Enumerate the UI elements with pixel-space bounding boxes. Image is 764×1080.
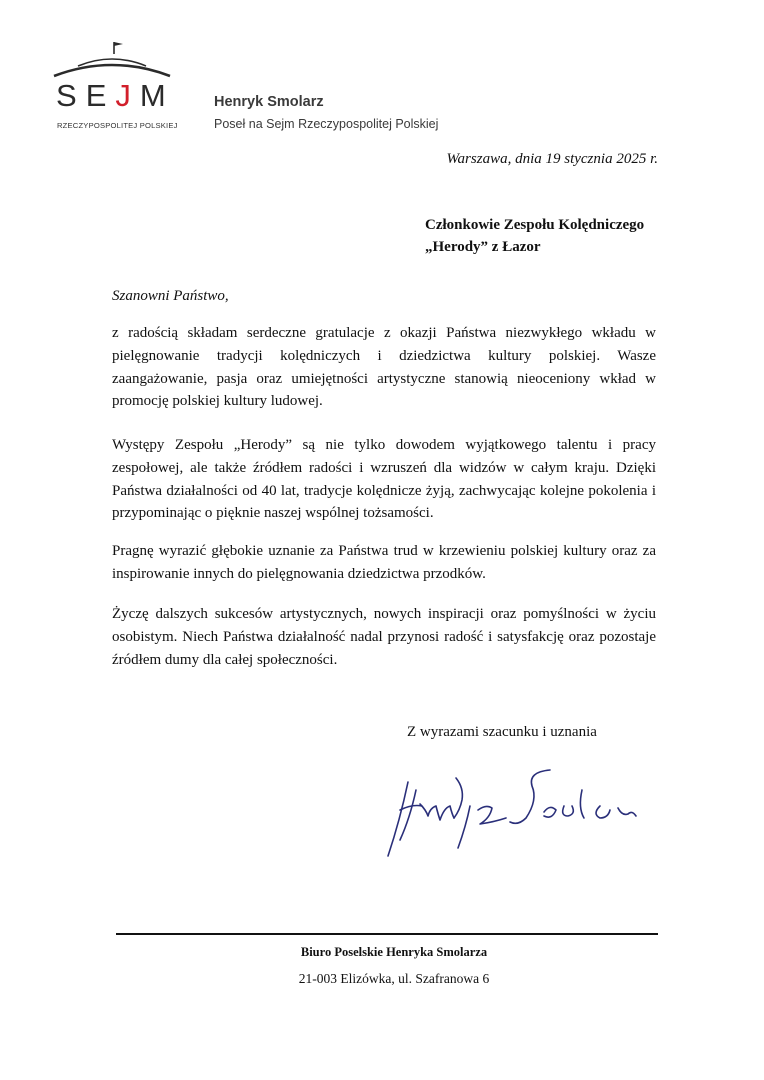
sejm-wordmark: SEJM bbox=[56, 78, 175, 113]
mp-name: Henryk Smolarz bbox=[214, 94, 324, 110]
footer-divider bbox=[116, 933, 658, 935]
office-address: 21-003 Elizówka, ul. Szafranowa 6 bbox=[298, 971, 490, 986]
paragraph-3: Pragnę wyrazić głębokie uznanie za Państwa trud w krzewieniu polskiej kultury oraz za inspirowanie innych do pielęgnowania dziedzictwa przodków. bbox=[112, 543, 656, 582]
paragraph-2: Występy Zespołu „Herody” są nie tylko dowodem wyjątkowego talentu i pracy zespołowej, ale także źródłem radości i wzruszeń dla widzów w całym kraju. Dzięki Państwa działalności od 40 lat, tradycje kolędnicze żyją, zachwycając kolejne pokolenia i przypominając o pięknie naszej wspólnej tożsamości. bbox=[112, 437, 656, 522]
sejm-dome-icon bbox=[48, 38, 176, 82]
letter-date: Warszawa, dnia 19 stycznia 2025 r. bbox=[446, 151, 658, 167]
sejm-logo bbox=[48, 38, 176, 138]
logo-subtitle: RZECZYPOSPOLITEJ POLSKIEJ bbox=[57, 121, 178, 130]
recipient-line-2: „Herody” z Łazor bbox=[425, 239, 541, 255]
mp-title: Poseł na Sejm Rzeczypospolitej Polskiej bbox=[214, 117, 439, 131]
paragraph-1: z radością składam serdeczne gratulacje z okazji Państwa niezwykłego wkładu w pielęgnowanie tradycji kolędniczych i dziedzictwa kultury polskiej. Wasze zaangażowanie, pasja oraz umiejętności artystyczne stanowią nieoceniony wkład w promocję polskiej kultury ludowej. bbox=[112, 325, 656, 410]
closing: Z wyrazami szacunku i uznania bbox=[407, 724, 597, 740]
paragraph-4: Życzę dalszych sukcesów artystycznych, nowych inspiracji oraz pomyślności w życiu osobistym. Niech Państwa działalność nadal przynosi radość i satysfakcję oraz pozostaje źródłem dumy dla całej społeczności. bbox=[112, 606, 656, 668]
recipient-line-1: Członkowie Zespołu Kolędniczego bbox=[425, 217, 645, 233]
greeting: Szanowni Państwo, bbox=[112, 288, 229, 304]
recipient-block bbox=[425, 214, 644, 258]
office-name: Biuro Poselskie Henryka Smolarza bbox=[300, 945, 488, 959]
handwritten-signature bbox=[360, 760, 650, 870]
